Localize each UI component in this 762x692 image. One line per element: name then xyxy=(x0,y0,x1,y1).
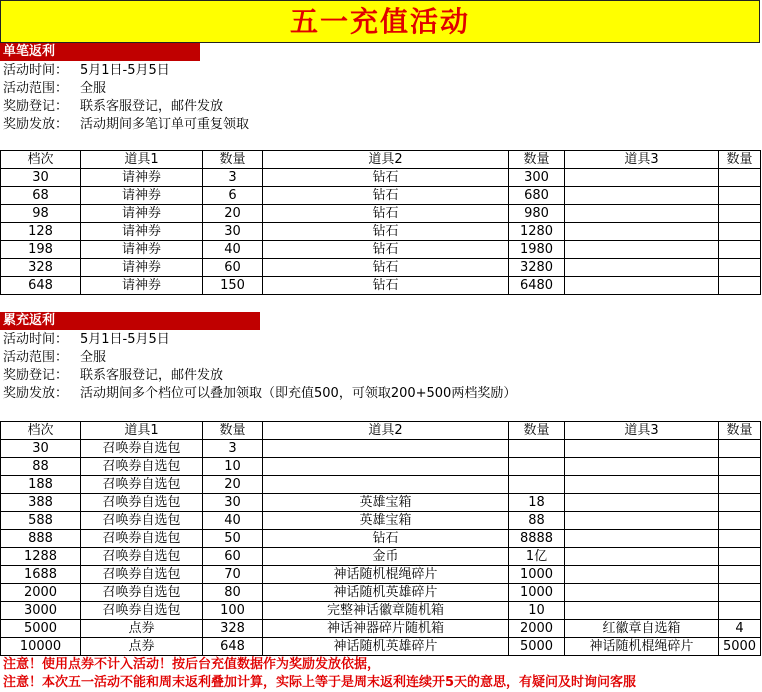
info-time xyxy=(0,62,170,80)
column-header: 道具1 xyxy=(81,422,203,440)
table-cell: 召唤券自选包 xyxy=(81,566,203,584)
table-cell: 请神券 xyxy=(81,205,203,223)
note-line: 注意！使用点券不计入活动！按后台充值数据作为奖励发放依据， xyxy=(3,657,381,672)
info-reward xyxy=(0,116,249,134)
table-cell xyxy=(565,530,719,548)
table-cell: 钻石 xyxy=(263,187,509,205)
table-row xyxy=(1,638,761,656)
table-cell xyxy=(719,241,761,259)
table-cell: 50 xyxy=(203,530,263,548)
table-cell: 3000 xyxy=(1,602,81,620)
column-header: 道具3 xyxy=(565,422,719,440)
table-cell: 5000 xyxy=(719,638,761,656)
table-cell: 召唤券自选包 xyxy=(81,584,203,602)
table-row xyxy=(1,476,761,494)
table-cell: 888 xyxy=(1,530,81,548)
table-header-row xyxy=(1,422,761,440)
info-register xyxy=(0,98,223,116)
table-cell: 召唤券自选包 xyxy=(81,458,203,476)
info-value: 全服 xyxy=(80,81,107,96)
single-rebate-table xyxy=(0,150,761,295)
table-row xyxy=(1,566,761,584)
table-cell xyxy=(719,566,761,584)
info-time xyxy=(0,331,170,349)
table-cell: 30 xyxy=(1,169,81,187)
table-row xyxy=(1,530,761,548)
table-cell: 1688 xyxy=(1,566,81,584)
info-label: 奖励登记： xyxy=(3,99,69,114)
table-cell: 20 xyxy=(203,476,263,494)
table-row xyxy=(1,440,761,458)
table-cell xyxy=(565,476,719,494)
table-row xyxy=(1,458,761,476)
column-header: 道具2 xyxy=(263,422,509,440)
table-cell xyxy=(565,187,719,205)
table-cell xyxy=(719,277,761,295)
table-cell: 8888 xyxy=(509,530,565,548)
table-cell xyxy=(719,259,761,277)
table-cell: 请神券 xyxy=(81,259,203,277)
table-cell xyxy=(565,440,719,458)
info-value: 5月1日-5月5日 xyxy=(80,63,170,78)
info-label: 活动范围： xyxy=(3,350,69,365)
table-cell: 3 xyxy=(203,169,263,187)
table-cell: 钻石 xyxy=(263,223,509,241)
table-cell xyxy=(565,602,719,620)
table-cell xyxy=(719,476,761,494)
table-cell xyxy=(719,512,761,530)
table-cell: 30 xyxy=(203,494,263,512)
table-cell: 1280 xyxy=(509,223,565,241)
table-cell: 10 xyxy=(509,602,565,620)
column-header: 数量 xyxy=(719,151,761,169)
table-cell: 40 xyxy=(203,241,263,259)
table-cell xyxy=(719,205,761,223)
table-cell: 648 xyxy=(203,638,263,656)
table-cell xyxy=(565,548,719,566)
table-row xyxy=(1,620,761,638)
table-cell xyxy=(719,494,761,512)
table-cell: 钻石 xyxy=(263,205,509,223)
table-cell: 20 xyxy=(203,205,263,223)
table-cell: 请神券 xyxy=(81,169,203,187)
table-cell: 1000 xyxy=(509,584,565,602)
table-row xyxy=(1,223,761,241)
info-reward xyxy=(0,385,516,403)
table-row xyxy=(1,512,761,530)
column-header: 档次 xyxy=(1,422,81,440)
table-cell: 648 xyxy=(1,277,81,295)
table-cell: 金币 xyxy=(263,548,509,566)
table-cell: 300 xyxy=(509,169,565,187)
table-cell: 神话随机英雄碎片 xyxy=(263,638,509,656)
table-cell: 英雄宝箱 xyxy=(263,494,509,512)
info-label: 活动范围： xyxy=(3,81,69,96)
table-cell xyxy=(263,476,509,494)
table-cell: 328 xyxy=(1,259,81,277)
column-header: 数量 xyxy=(203,422,263,440)
table-cell xyxy=(565,169,719,187)
table-cell xyxy=(565,458,719,476)
table-cell: 点券 xyxy=(81,620,203,638)
table-cell xyxy=(719,440,761,458)
table-cell: 1980 xyxy=(509,241,565,259)
table-cell: 1288 xyxy=(1,548,81,566)
table-cell: 980 xyxy=(509,205,565,223)
table-cell xyxy=(719,223,761,241)
table-cell xyxy=(263,458,509,476)
table-row xyxy=(1,259,761,277)
table-cell xyxy=(719,602,761,620)
table-cell: 1000 xyxy=(509,566,565,584)
column-header: 道具3 xyxy=(565,151,719,169)
table-row xyxy=(1,494,761,512)
note-line: 注意！本次五一活动不能和周末返利叠加计算，实际上等于是周末返利连续开5天的意思，有疑问及时询问客服 xyxy=(3,675,637,690)
info-value: 联系客服登记，邮件发放 xyxy=(80,99,224,114)
table-cell: 钻石 xyxy=(263,277,509,295)
info-value: 活动期间多笔订单可重复领取 xyxy=(80,117,250,132)
table-cell xyxy=(719,187,761,205)
table-cell: 188 xyxy=(1,476,81,494)
table-cell: 请神券 xyxy=(81,241,203,259)
column-header: 道具1 xyxy=(81,151,203,169)
table-header-row xyxy=(1,151,761,169)
table-row xyxy=(1,205,761,223)
table-row xyxy=(1,277,761,295)
table-cell xyxy=(509,458,565,476)
column-header: 数量 xyxy=(719,422,761,440)
info-label: 奖励登记： xyxy=(3,368,69,383)
table-cell: 150 xyxy=(203,277,263,295)
table-cell: 128 xyxy=(1,223,81,241)
table-cell: 红徽章自选箱 xyxy=(565,620,719,638)
table-row xyxy=(1,602,761,620)
table-cell: 88 xyxy=(509,512,565,530)
table-cell: 1亿 xyxy=(509,548,565,566)
notes xyxy=(0,656,762,692)
table-cell: 60 xyxy=(203,259,263,277)
column-header: 道具2 xyxy=(263,151,509,169)
table-cell: 6480 xyxy=(509,277,565,295)
table-cell xyxy=(565,277,719,295)
table-cell: 请神券 xyxy=(81,223,203,241)
table-cell: 80 xyxy=(203,584,263,602)
table-row xyxy=(1,584,761,602)
table-cell: 680 xyxy=(509,187,565,205)
table-cell: 请神券 xyxy=(81,187,203,205)
table-cell xyxy=(719,458,761,476)
info-register xyxy=(0,367,223,385)
table-cell xyxy=(565,205,719,223)
table-cell xyxy=(565,494,719,512)
table-cell: 2000 xyxy=(509,620,565,638)
table-cell: 召唤券自选包 xyxy=(81,494,203,512)
table-cell: 钻石 xyxy=(263,169,509,187)
info-value: 5月1日-5月5日 xyxy=(80,332,170,347)
table-cell: 30 xyxy=(1,440,81,458)
table-cell: 10 xyxy=(203,458,263,476)
column-header: 数量 xyxy=(509,151,565,169)
table-cell: 40 xyxy=(203,512,263,530)
table-cell: 钻石 xyxy=(263,530,509,548)
table-cell xyxy=(565,512,719,530)
table-row xyxy=(1,187,761,205)
table-row xyxy=(1,169,761,187)
info-value: 活动期间多个档位可以叠加领取（即充值500，可领取200+500两档奖励） xyxy=(80,386,517,401)
table-cell: 98 xyxy=(1,205,81,223)
table-cell: 召唤券自选包 xyxy=(81,440,203,458)
info-scope xyxy=(0,80,106,98)
table-cell: 328 xyxy=(203,620,263,638)
table-row xyxy=(1,241,761,259)
table-cell: 18 xyxy=(509,494,565,512)
info-label: 奖励发放： xyxy=(3,386,69,401)
info-value: 全服 xyxy=(80,350,107,365)
table-cell: 5000 xyxy=(1,620,81,638)
table-cell: 68 xyxy=(1,187,81,205)
page-title: 五一充值活动 xyxy=(0,0,760,43)
column-header: 档次 xyxy=(1,151,81,169)
table-cell: 70 xyxy=(203,566,263,584)
table-cell: 88 xyxy=(1,458,81,476)
info-label: 奖励发放： xyxy=(3,117,69,132)
table-cell: 198 xyxy=(1,241,81,259)
table-cell: 60 xyxy=(203,548,263,566)
table-cell: 2000 xyxy=(1,584,81,602)
table-cell: 神话随机英雄碎片 xyxy=(263,584,509,602)
table-cell: 10000 xyxy=(1,638,81,656)
info-scope xyxy=(0,349,106,367)
table-cell xyxy=(565,259,719,277)
cumulative-rebate-table xyxy=(0,421,761,656)
table-cell xyxy=(719,169,761,187)
table-cell xyxy=(565,566,719,584)
table-cell xyxy=(719,530,761,548)
table-cell: 点券 xyxy=(81,638,203,656)
table-cell: 召唤券自选包 xyxy=(81,548,203,566)
table-cell: 388 xyxy=(1,494,81,512)
info-label: 活动时间： xyxy=(3,63,69,78)
table-cell: 钻石 xyxy=(263,259,509,277)
table-cell: 召唤券自选包 xyxy=(81,530,203,548)
table-cell: 完整神话徽章随机箱 xyxy=(263,602,509,620)
table-cell: 召唤券自选包 xyxy=(81,512,203,530)
table-cell xyxy=(263,440,509,458)
info-value: 联系客服登记，邮件发放 xyxy=(80,368,224,383)
table-cell: 3 xyxy=(203,440,263,458)
table-cell: 钻石 xyxy=(263,241,509,259)
table-cell: 30 xyxy=(203,223,263,241)
table-cell xyxy=(509,440,565,458)
table-cell xyxy=(565,223,719,241)
section-header-cumulative: 累充返利 xyxy=(0,312,260,330)
table-cell: 3280 xyxy=(509,259,565,277)
table-cell xyxy=(509,476,565,494)
table-cell xyxy=(719,548,761,566)
table-cell: 请神券 xyxy=(81,277,203,295)
column-header: 数量 xyxy=(509,422,565,440)
section-header-single: 单笔返利 xyxy=(0,43,200,61)
table-cell xyxy=(565,584,719,602)
table-cell: 召唤券自选包 xyxy=(81,602,203,620)
table-cell: 4 xyxy=(719,620,761,638)
table-cell xyxy=(565,241,719,259)
table-cell: 588 xyxy=(1,512,81,530)
table-cell xyxy=(719,584,761,602)
table-cell: 神话神器碎片随机箱 xyxy=(263,620,509,638)
table-cell: 5000 xyxy=(509,638,565,656)
table-row xyxy=(1,548,761,566)
table-cell: 6 xyxy=(203,187,263,205)
column-header: 数量 xyxy=(203,151,263,169)
info-label: 活动时间： xyxy=(3,332,69,347)
table-cell: 神话随机棍绳碎片 xyxy=(263,566,509,584)
table-cell: 召唤券自选包 xyxy=(81,476,203,494)
table-cell: 神话随机棍绳碎片 xyxy=(565,638,719,656)
table-cell: 100 xyxy=(203,602,263,620)
table-cell: 英雄宝箱 xyxy=(263,512,509,530)
